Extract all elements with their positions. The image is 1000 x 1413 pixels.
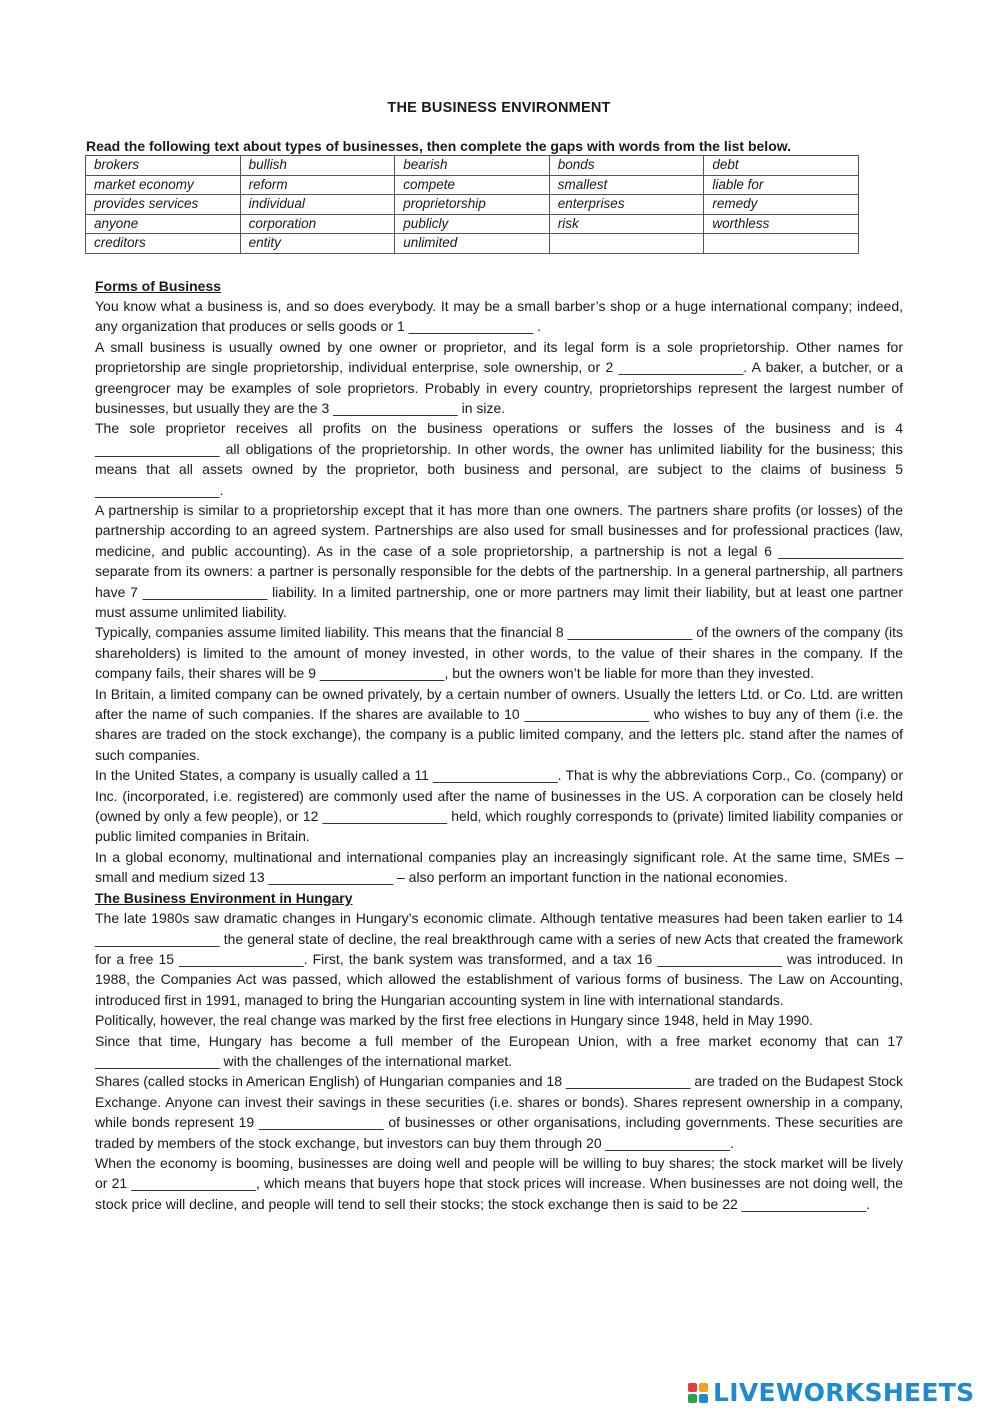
- word-bank-cell: debt: [704, 156, 859, 176]
- word-bank-row: [86, 195, 859, 215]
- paragraph: In a global economy, multinational and international companies play an increasingly significant role. At the same time, SMEs – small and medium sized 13 ________________ – also perform an important function in the national economies.: [95, 848, 903, 886]
- word-bank-cell: enterprises: [549, 195, 704, 215]
- worksheet: [86, 100, 903, 1214]
- instructions: Read the following text about types of businesses, then complete the gaps with words from the list below.: [86, 138, 792, 154]
- paragraph: In Britain, a limited company can be owned privately, by a certain number of owners. Usually the letters Ltd. or Co. Ltd. are written after the name of such companies. If the shares are available to 10 ________________ who wishes to buy any of them (i.e. the shares are traded on the stock exchange), the company is a public limited company, and the letters plc. stand after the names of such companies.: [95, 685, 903, 763]
- paragraph: In the United States, a company is usually called a 11 ________________. That is why the abbreviations Corp., Co. (company) or Inc. (incorporated, i.e. registered) are commonly used after the name of businesses in the US. A corporation can be closely held (owned by only a few people), or 12 ________________ held, which roughly corresponds to (private) limited liability companies or public limited companies in Britain.: [95, 767, 903, 845]
- liveworksheets-logo[interactable]: [688, 1378, 974, 1407]
- word-bank-cell: [549, 234, 704, 254]
- word-bank-cell: corporation: [240, 214, 395, 234]
- paragraph: A small business is usually owned by one owner or proprietor, and its legal form is a sole proprietorship. Other names for proprietorship are single proprietorship, individual enterprise, sole ownership, or 2 ________________. A baker, a butcher, or a greengrocer may be examples of sole proprietors. Probably in every country, proprietorships represent the largest number of businesses, but usually they are the 3 ________________ in size.: [95, 338, 903, 416]
- liveworksheets-logo-icon: [688, 1383, 708, 1403]
- paragraph: When the economy is booming, businesses are doing well and people will be willing to buy shares; the stock market will be lively or 21 ________________, which means that buyers hope that stock prices will increase. When businesses are not doing well, the stock price will decline, and people will tend to sell their stocks; the stock exchange then is said to be 22 ________________.: [95, 1154, 903, 1212]
- word-bank-row: [86, 214, 859, 234]
- paragraph: A partnership is similar to a proprietorship except that it has more than one owners. The partners share profits (or losses) of the partnership according to an agreed system. Partnerships are also used for small businesses and for professional practices (law, medicine, and public accounting). As in the case of a sole proprietorship, a partnership is not a legal 6 ________________ separate from its owners: a partner is personally responsible for the debts of the partnership. In a general partnership, all partners have 7 ________________ liability. In a limited partnership, one or more partners may limit their liability, but at least one partner must assume unlimited liability.: [95, 501, 903, 620]
- word-bank-cell: bullish: [240, 156, 395, 176]
- word-bank-cell: bearish: [395, 156, 550, 176]
- word-bank-cell: compete: [395, 175, 550, 195]
- paragraph: Typically, companies assume limited liability. This means that the financial 8 ________________ of the owners of the company (its shareholders) is limited to the amount of money invested, in other words, to the value of their shares in the company. If the company fails, their shares will be 9 ________________, but the owners won’t be liable for more than they invested.: [95, 624, 903, 682]
- logo-square-orange: [699, 1383, 708, 1392]
- word-bank-cell: anyone: [86, 214, 241, 234]
- word-bank-cell: liable for: [704, 175, 859, 195]
- paragraph: Shares (called stocks in American English) of Hungarian companies and 18 ________________ are traded on the Budapest Stock Exchange. Anyone can invest their savings in these securities (i.e. shares or bonds). Shares represent ownership in a company, while bonds represent 19 ________________ of businesses or other organisations, including governments. These securities are traded by members of the stock exchange, but investors can buy them through 20 ________________.: [95, 1073, 903, 1151]
- paragraph: The late 1980s saw dramatic changes in Hungary’s economic climate. Although tentative measures had been taken earlier to 14 ________________ the general state of decline, the real breakthrough came with a series of new Acts that created the framework for a free 15 ________________. First, the bank system was transformed, and a tax 16 ________________ was introduced. In 1988, the Companies Act was passed, which allowed the establishment of various forms of business. The Law on Accounting, introduced first in 1991, managed to bring the Hungarian accounting system in line with international standards.: [95, 910, 903, 1008]
- word-bank-cell: [704, 234, 859, 254]
- logo-square-red: [688, 1383, 697, 1392]
- word-bank-cell: market economy: [86, 175, 241, 195]
- word-bank-cell: remedy: [704, 195, 859, 215]
- word-bank-cell: publicly: [395, 214, 550, 234]
- word-bank-table: [85, 155, 859, 254]
- word-bank-cell: worthless: [704, 214, 859, 234]
- paragraph: You know what a business is, and so does everybody. It may be a small barber’s shop or a huge international company; indeed, any organization that produces or sells goods or 1 ________________ .: [95, 297, 903, 335]
- word-bank-row: [86, 156, 859, 176]
- section-heading-forms-of-business: Forms of Business: [95, 277, 222, 294]
- word-bank-row: [86, 175, 859, 195]
- logo-square-green: [688, 1394, 697, 1403]
- word-bank-row: [86, 234, 859, 254]
- word-bank-cell: risk: [549, 214, 704, 234]
- word-bank-cell: brokers: [86, 156, 241, 176]
- word-bank-cell: bonds: [549, 156, 704, 176]
- paragraph: Politically, however, the real change was marked by the first free elections in Hungary since 1948, held in May 1990.: [95, 1012, 814, 1029]
- paragraph: Since that time, Hungary has become a full member of the European Union, with a free market economy that can 17 ________________ with the challenges of the international market.: [95, 1032, 903, 1069]
- word-bank-cell: smallest: [549, 175, 704, 195]
- logo-square-blue: [699, 1394, 708, 1403]
- word-bank-cell: proprietorship: [395, 195, 550, 215]
- word-bank-cell: unlimited: [395, 234, 550, 254]
- word-bank-cell: individual: [240, 195, 395, 215]
- section-heading-hungary: The Business Environment in Hungary: [95, 889, 353, 906]
- word-bank-cell: provides services: [86, 195, 241, 215]
- paragraph: The sole proprietor receives all profits on the business operations or suffers the losses of the business and is 4 ________________ all obligations of the proprietorship. In other words, the owner has unlimited liability for the business; this means that all assets owned by the proprietor, both business and personal, are subject to the claims of business 5 ________________.: [95, 420, 903, 498]
- word-bank-cell: reform: [240, 175, 395, 195]
- word-bank-cell: entity: [240, 234, 395, 254]
- logo-text: LIVEWORKSHEETS: [713, 1378, 975, 1407]
- word-bank-cell: creditors: [86, 234, 241, 254]
- page-title: THE BUSINESS ENVIRONMENT: [387, 100, 611, 116]
